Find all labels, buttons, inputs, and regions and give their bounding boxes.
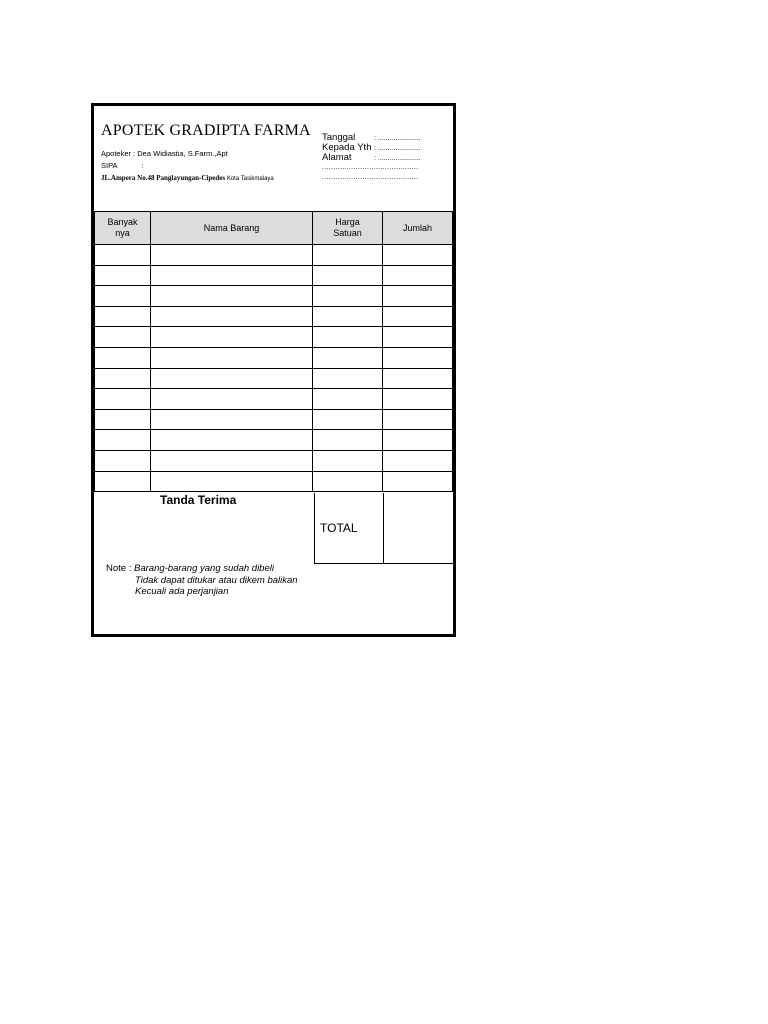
- table-header-row: [95, 212, 453, 245]
- cell-jumlah[interactable]: [383, 347, 453, 368]
- cell-banyak[interactable]: [95, 327, 151, 348]
- cell-harga-satuan[interactable]: [313, 347, 383, 368]
- address-line: [101, 174, 274, 182]
- table-row: [95, 471, 453, 492]
- cell-harga-satuan[interactable]: [313, 265, 383, 286]
- col-banyak-line-1: Banyak: [107, 217, 138, 227]
- kepada-value[interactable]: : ......................: [374, 145, 421, 152]
- cell-nama-barang[interactable]: [151, 471, 313, 492]
- pharmacy-name: APOTEK GRADIPTA FARMA: [101, 122, 311, 139]
- col-banyak-header: [95, 212, 151, 245]
- cell-nama-barang[interactable]: [151, 327, 313, 348]
- cell-banyak[interactable]: [95, 389, 151, 410]
- cell-nama-barang[interactable]: [151, 389, 313, 410]
- items-body: [95, 245, 453, 492]
- cell-harga-satuan[interactable]: [313, 286, 383, 307]
- cell-banyak[interactable]: [95, 347, 151, 368]
- cell-banyak[interactable]: [95, 450, 151, 471]
- sipa-line: [101, 161, 143, 170]
- note-line-1: Barang-barang yang sudah dibeli: [134, 563, 274, 574]
- items-table: [94, 211, 453, 492]
- cell-nama-barang[interactable]: [151, 245, 313, 266]
- tanggal-label: Tanggal: [322, 132, 356, 143]
- cell-banyak[interactable]: [95, 306, 151, 327]
- col-harga-header: [313, 212, 383, 245]
- cell-harga-satuan[interactable]: [313, 389, 383, 410]
- table-row: [95, 368, 453, 389]
- note-line-3: Kecuali ada perjanjian: [135, 586, 229, 597]
- table-row: [95, 347, 453, 368]
- cell-banyak[interactable]: [95, 368, 151, 389]
- address-city: Kota Tasikmalaya: [226, 176, 274, 182]
- table-row: [95, 430, 453, 451]
- table-row: [95, 245, 453, 266]
- cell-harga-satuan[interactable]: [313, 430, 383, 451]
- cell-jumlah[interactable]: [383, 286, 453, 307]
- table-row: [95, 286, 453, 307]
- alamat-row: [322, 152, 421, 163]
- cell-banyak[interactable]: [95, 265, 151, 286]
- cell-harga-satuan[interactable]: [313, 471, 383, 492]
- total-value-cell[interactable]: [384, 493, 453, 563]
- cell-nama-barang[interactable]: [151, 450, 313, 471]
- table-row: [95, 389, 453, 410]
- cell-nama-barang[interactable]: [151, 306, 313, 327]
- tanggal-value[interactable]: : ......................: [374, 135, 421, 142]
- total-bottom-line: [314, 563, 453, 564]
- cell-banyak[interactable]: [95, 286, 151, 307]
- address-street: JL.Ampera No.48 Panglayungan-Cipedes: [101, 174, 226, 182]
- alamat-extra-line-1[interactable]: ...........................................: [322, 164, 419, 171]
- cell-jumlah[interactable]: [383, 368, 453, 389]
- cell-jumlah[interactable]: [383, 409, 453, 430]
- cell-harga-satuan[interactable]: [313, 245, 383, 266]
- cell-jumlah[interactable]: [383, 450, 453, 471]
- cell-banyak[interactable]: [95, 409, 151, 430]
- sipa-label: SIPA: [101, 161, 118, 170]
- cell-harga-satuan[interactable]: [313, 409, 383, 430]
- note: [106, 563, 298, 598]
- invoice-form: [91, 103, 456, 637]
- apoteker-line: Apoteker : Dea Widiastia, S.Farm.,Apt: [101, 149, 228, 158]
- cell-harga-satuan[interactable]: [313, 327, 383, 348]
- tanda-terima-label: Tanda Terima: [160, 493, 237, 507]
- table-row: [95, 306, 453, 327]
- cell-nama-barang[interactable]: [151, 368, 313, 389]
- table-row: [95, 409, 453, 430]
- cell-jumlah[interactable]: [383, 327, 453, 348]
- cell-jumlah[interactable]: [383, 471, 453, 492]
- note-line-2: Tidak dapat ditukar atau dikem balikan: [135, 574, 298, 586]
- col-nama-header: Nama Barang: [151, 212, 313, 245]
- alamat-value[interactable]: : ......................: [374, 155, 421, 162]
- col-harga-line-1: Harga: [335, 217, 360, 227]
- cell-banyak[interactable]: [95, 245, 151, 266]
- note-label: Note :: [106, 563, 134, 574]
- cell-banyak[interactable]: [95, 430, 151, 451]
- cell-nama-barang[interactable]: [151, 430, 313, 451]
- cell-nama-barang[interactable]: [151, 347, 313, 368]
- kepada-label: Kepada Yth: [322, 142, 372, 153]
- cell-harga-satuan[interactable]: [313, 450, 383, 471]
- cell-nama-barang[interactable]: [151, 286, 313, 307]
- invoice-footer: [94, 493, 453, 634]
- total-divider-left: [314, 493, 315, 563]
- cell-harga-satuan[interactable]: [313, 368, 383, 389]
- cell-nama-barang[interactable]: [151, 265, 313, 286]
- sipa-separator: :: [141, 161, 144, 170]
- cell-jumlah[interactable]: [383, 265, 453, 286]
- cell-nama-barang[interactable]: [151, 409, 313, 430]
- table-row: [95, 265, 453, 286]
- col-jumlah-header: Jumlah: [383, 212, 453, 245]
- alamat-label: Alamat: [322, 152, 352, 163]
- col-harga-line-2: Satuan: [333, 228, 362, 238]
- cell-jumlah[interactable]: [383, 389, 453, 410]
- cell-harga-satuan[interactable]: [313, 306, 383, 327]
- col-banyak-line-2: nya: [115, 228, 130, 238]
- cell-jumlah[interactable]: [383, 306, 453, 327]
- cell-banyak[interactable]: [95, 471, 151, 492]
- table-row: [95, 450, 453, 471]
- alamat-extra-line-2[interactable]: ...........................................: [322, 174, 419, 181]
- total-label: TOTAL: [320, 521, 358, 535]
- table-row: [95, 327, 453, 348]
- cell-jumlah[interactable]: [383, 245, 453, 266]
- cell-jumlah[interactable]: [383, 430, 453, 451]
